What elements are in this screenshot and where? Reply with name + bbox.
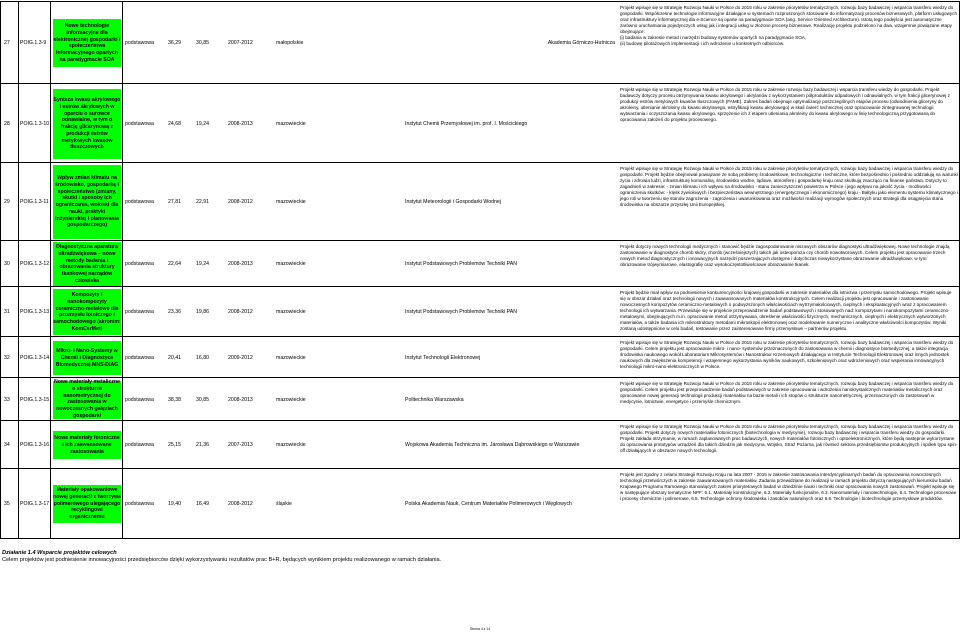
column-divider bbox=[122, 469, 123, 539]
cell-region: mazowieckie bbox=[276, 355, 306, 361]
cell-type: podstawowa bbox=[125, 309, 154, 315]
cell-no: 28 bbox=[4, 121, 10, 127]
column-divider bbox=[18, 163, 19, 241]
table-row bbox=[0, 287, 960, 337]
cell-v1: 38,38 bbox=[168, 397, 181, 403]
column-divider bbox=[0, 469, 1, 539]
cell-code: POIG.1.3-14 bbox=[20, 355, 50, 361]
cell-title: Nowe materiały fotoniczne i ich zaawansowane zastosowania bbox=[54, 435, 120, 455]
cell-region: mazowieckie bbox=[276, 121, 306, 127]
cell-code: POIG.1.3-10 bbox=[20, 121, 50, 127]
cell-code: POIG.1.3-16 bbox=[20, 442, 50, 448]
column-divider bbox=[18, 469, 19, 539]
column-divider bbox=[122, 163, 123, 241]
cell-description: Projekt wpisuje się w Strategię Rozwoju Nauki w Polsce do 2015 roku w zakresie rozwoju bazy badawczej i wsparcia transferu wiedzy do gospodarki. Projekt badawczy dotyczy procesu otrzymywania kwasu akrylowego i akrylanów z wykorzystaniem półproduktów odpadowych i odnawialnych, w tym frakcji glicerynowej z produkcji estrów metylowych kwasów tłuszczowych (FAME). Zakres badań obejmuje optymalizację poszczególnych etapów procesu (odwodnienia gliceryny do akroleiny, utlenianie akroleiny do kwasu akrylowego, estryfikacji kwasu akrylowego) w skali ćwierć technicznej oraz opracowanie zintegrowanej technologii wytwarzania i oczyszczania kwasu akrylowego, sprzężenie ich z etapem utleniania akroleiny do kwasu akrylowego w linię technologiczną przygotowaną do opracowania założeń do projektu procesowego. bbox=[620, 87, 950, 123]
cell-v1: 27,81 bbox=[168, 199, 181, 205]
column-divider bbox=[18, 378, 19, 421]
column-divider bbox=[122, 2, 123, 84]
column-divider bbox=[18, 241, 19, 287]
cell-v1: 25,15 bbox=[168, 442, 181, 448]
cell-code: POIG.1.3-12 bbox=[20, 261, 50, 267]
column-divider bbox=[122, 84, 123, 163]
cell-institution: Wojskowa Akademia Techniczna im. Jarosława Dąbrowskiego w Warszawie bbox=[405, 442, 580, 448]
cell-v1: 23,36 bbox=[168, 309, 181, 315]
cell-period: 2008-2013 bbox=[228, 261, 253, 267]
cell-institution: Akademia Górniczo-Hutnicza bbox=[547, 40, 615, 46]
column-divider bbox=[122, 241, 123, 287]
column-divider bbox=[50, 287, 51, 337]
cell-institution: Politechnika Warszawska bbox=[405, 397, 464, 403]
cell-region: śląskie bbox=[276, 501, 292, 507]
column-divider bbox=[50, 2, 51, 84]
cell-region: mazowieckie bbox=[276, 442, 306, 448]
column-divider bbox=[0, 241, 1, 287]
column-divider bbox=[50, 163, 51, 241]
column-divider bbox=[50, 241, 51, 287]
cell-institution: Instytut Chemii Przemysłowej im. prof. I. Mościckiego bbox=[405, 121, 528, 127]
cell-no: 27 bbox=[4, 40, 10, 46]
cell-no: 34 bbox=[4, 442, 10, 448]
cell-period: 2009-2012 bbox=[228, 355, 253, 361]
cell-type: podstawowa bbox=[125, 261, 154, 267]
cell-period: 2007-2012 bbox=[228, 40, 253, 46]
cell-description: Projekt wpisuje się w Strategię Rozwoju Nauki w Polsce do 2015 roku w zakresie priorytetów tematycznych, rozwoju bazy badawczej i wsparcia transferu wiedzy do gospodarki. Celem projektu jest opracowanie mikro- i nano- systemów przeznaczonych do zastosowania w chemii i diagnostyce biomedycznej, a także integracja środowiska naukowego wokół Laboratorium Mikrosystemów i Nanostruktur Krzemowych działającego w Instytucie Technologii Elektronowej oraz innych jednostek naukowych dla zwiększenia kompetencji i wzajemnego wykorzystania wyników naukowych, szkoleniowych oraz wdrożeniowych oraz wspierania innowacyjnych technologii mikro-nano-elektronicznych w Polsce. bbox=[620, 340, 954, 370]
cell-description: Projekt wpisuje się w Strategię Rozwoju Nauki w Polsce do 2015 roku w zakresie priorytetów tematycznych, rozwoju bazy badawczej i wsparcia transferu wiedzy do gospodarki. Celem projektu jest przeprowadzenie badań podstawowych w zakresie opracowania i wdrożenia nanokrystalicznych materiałów metalicznych oraz opracowanie nowej generacji technologii produkcji materiałów na bazie metali i ich stopów o strukturze nanometrycznej, przeznaczonych do zastosowań w medycynie, lotnictwie, energetyce i przemyśle chemicznym. bbox=[620, 381, 954, 405]
column-divider bbox=[0, 84, 1, 163]
cell-period: 2008-2012 bbox=[228, 309, 253, 315]
table-top-border bbox=[0, 1, 960, 2]
cell-title: Kompozyty i nanokompozyty ceramiczno-metalowe dla przemysłu lotniczego i samochodowego (akronim: KomCerMet) bbox=[53, 292, 121, 332]
column-divider bbox=[50, 421, 51, 469]
cell-institution: Polska Akademia Nauk, Centrum Materiałów Polimerowych i Węglowych bbox=[405, 501, 572, 507]
table-row bbox=[0, 337, 960, 378]
column-divider bbox=[50, 84, 51, 163]
cell-v1: 19,40 bbox=[168, 501, 181, 507]
column-divider bbox=[0, 2, 1, 84]
column-divider bbox=[50, 469, 51, 539]
cell-no: 29 bbox=[4, 199, 10, 205]
cell-no: 30 bbox=[4, 261, 10, 267]
column-divider bbox=[18, 337, 19, 378]
cell-description: Projekt wpisuje się w Strategię Rozwoju Nauki w Polsce do 2015 roku w zakresie priorytetów tematycznych, rozwoju bazy badawczej i wsparcia transferu wiedzy do gospodarki. Projekt będzie obejmował powiązane ze sobą problemy środowiskowe, technologiczne i techniczne, które bezpośrednio i pośrednio oddziałują na warunki życia i zdrowia ludzi, infrastrukturę komunalną, środowisko wodne, lądowe, atmosferę i gospodarkę kraju oraz skutkują znacząco na finanse państwa. Dotyczy to zagadnień w zakresie: - zmian klimatu i ich wpływu na środowisko - stanu zanieczyszczeń powietrza w Polsce i jego wpływu na jakość życia - możliwości ograniczenia skutków: - klęsk żywiołowych i bezpieczeństwa wewnętrznego (energetycznego i ekonomicznego) kraju - Bałtyku jako elementu systemu klimatycznego i jego roli w tworzeniu się stanów zagrożenia - zagrożenia i uwarunkowania oraz możliwości realizacji wymogów społecznych oraz strategii dla osiągnięcia stanu środowiska na obszarze przyszłej Unii Europejskiej. bbox=[620, 166, 958, 208]
cell-v2: 19,24 bbox=[196, 121, 209, 127]
cell-type: podstawowa bbox=[125, 442, 154, 448]
section-text: Celem projektów jest podniesienie innowacyjności przedsiębiorców dzięki wykorzystywaniu rezultatów prac B+R, będących wynikiem projektu realizowanego w ramach działania. bbox=[2, 557, 442, 563]
column-divider bbox=[18, 84, 19, 163]
cell-title: Wpływ zmian klimatu na środowisko, gospodarkę i społeczeństwo (zmiany, skutki i sposoby ich ograniczania, wnioski dla nauki, praktyki inżynierskiej i planowania gospodarczego) bbox=[55, 175, 119, 229]
cell-v2: 30,85 bbox=[196, 397, 209, 403]
cell-v2: 22,91 bbox=[196, 199, 209, 205]
column-divider bbox=[122, 378, 123, 421]
column-divider bbox=[0, 421, 1, 469]
cell-v2: 21,36 bbox=[196, 442, 209, 448]
cell-v1: 22,64 bbox=[168, 261, 181, 267]
cell-description: Projekt wpisuje się w Strategię Rozwoju Nauki w Polsce do 2015 roku w zakresie priorytetów tematycznych, rozwoju bazy badawczej i wsparcia transferu wiedzy do gospodarki. Współczesne technologie informacyjne działające w systemach rozproszonych stosowane do informatyzacji procesów biznesowych, platform usługowych oraz infrastruktury informatycznej dla e-Science są oparte na paradygmacie SOA (ang. Service Oriented Architecture). Istotą tego podejścia jest automatyczne zarówno uruchamiania pojedynczych usług jak i integracji usług w złożone procesy biznesowe. Realizację projektu podzielono na dwa, wzajemnie powiązane etapy obejmujące: (i) badania w zakresie metod i narzędzi budowy systemów opartych na paradygmacie SOA, (ii) budowę pilotażowych implementacji i ich wdrożenie u konkretnych odbiorców. bbox=[620, 5, 958, 47]
cell-v2: 19,24 bbox=[196, 261, 209, 267]
cell-code: POIG.1.3-17 bbox=[20, 501, 50, 507]
cell-title: Nowe materiały metaliczne o strukturze nanometrycznej do zastosowania w nowoczesnych gałęziach gospodarki bbox=[53, 379, 121, 419]
cell-institution: Instytut Meteorologii i Gospodarki Wodnej bbox=[405, 199, 501, 205]
cell-code: POIG.1.3-11 bbox=[20, 199, 49, 205]
column-divider bbox=[122, 287, 123, 337]
cell-type: podstawowa bbox=[125, 355, 154, 361]
cell-title: Synteza kwasu akrylowego i estrów akrylowych w oparciu o surowce odnawialne, w tym o frakcję glicerynową z produkcji estrów metylowych kwasów tłuszczowych bbox=[53, 97, 121, 151]
section-heading: Działanie 1.4 Wsparcie projektów celowych bbox=[2, 550, 117, 556]
cell-no: 32 bbox=[4, 355, 10, 361]
table-row bbox=[0, 469, 960, 539]
cell-no: 35 bbox=[4, 501, 10, 507]
cell-institution: Instytut Technologii Elektronowej bbox=[405, 355, 481, 361]
table-row bbox=[0, 421, 960, 469]
column-divider bbox=[18, 421, 19, 469]
cell-no: 31 bbox=[4, 309, 10, 315]
cell-type: podstawowa bbox=[125, 397, 154, 403]
column-divider bbox=[50, 337, 51, 378]
cell-title: Mikro- i Nano-Systemy w Chemii i Diagnostyce Biomedycznej MNS-DIAG bbox=[55, 348, 119, 368]
cell-institution: Instytut Podstawowych Problemów Techniki PAN bbox=[405, 261, 517, 267]
cell-code: POIG.1.3-15 bbox=[20, 397, 50, 403]
cell-description: Projekt dotyczy nowych technologii medycznych i stanowić będzie zagospodarowanie niszowych obszarów diagnostyki ultradźwiękowej. Nowe technologie znajdą zastosowanie w diagnostyce chorób skóry, chorób (wcześniejszych) takich jak osteoporoza czy chorób nowotworowych. Celem projektu jest opracowanie trzech nowych metod diagnostycznych i innowacyjnych narzędzi poszerzających dostępne i dotychczas niewykorzystane obrazowanie ultradźwiękowe, w tym: obrazowanie trójwymiarowe, elastografię oraz wysokoczęstotliwościowe obrazowanie tkanek. bbox=[620, 244, 950, 268]
cell-description: Projekt jest zgodny z celami Strategii Rozwoju Kraju na lata 2007 - 2015 w zakresie zastosowania interdyscyplinarnych badań do opracowania nowoczesnych technologii przetwórczych w zakresie zaawansowanych materiałów. Zadania przewidziane do realizacji w ramach projektu dotyczą następujących kierunków badań Krajowego Programu Ramowego stanowiących zakres priorytetowych badań w dziedzinie nauki i techniki oraz opracowania nowych zastosowań. Projekt wpisuje się w następujące obszary tematyczne NPF: 6.1. Materiały konstrukcyjne, 6.2. Materiały funkcjonalne, 6.3. Nanomateriały i nanotechnologie, 6.4. Technologie procesowe i procesy chemiczne i polimerowe, 6.5. Technologie ochrony środowiska i zasobów naturalnych oraz 6.6. Technologie i biotechnologie przemysłowe produktów. bbox=[620, 472, 957, 502]
table-row bbox=[0, 378, 960, 421]
cell-period: 2007-2013 bbox=[228, 442, 253, 448]
cell-period: 2008-2013 bbox=[228, 397, 253, 403]
column-divider bbox=[122, 337, 123, 378]
cell-v2: 16,49 bbox=[196, 501, 209, 507]
cell-type: podstawowa bbox=[125, 121, 154, 127]
cell-region: małopolskie bbox=[276, 40, 304, 46]
column-divider bbox=[0, 287, 1, 337]
cell-period: 2008-2012 bbox=[228, 199, 253, 205]
cell-code: POIG.1.3-13 bbox=[20, 309, 50, 315]
column-divider bbox=[0, 378, 1, 421]
cell-v1: 20,41 bbox=[168, 355, 181, 361]
cell-v1: 36,29 bbox=[168, 40, 181, 46]
cell-code: POIG.1.3-9 bbox=[20, 40, 47, 46]
column-divider bbox=[18, 2, 19, 84]
column-divider bbox=[50, 378, 51, 421]
table-row bbox=[0, 2, 960, 84]
cell-v2: 30,85 bbox=[196, 40, 209, 46]
cell-v2: 19,86 bbox=[196, 309, 209, 315]
cell-institution: Instytut Podstawowych Problemów Techniki PAN bbox=[405, 309, 517, 315]
cell-region: mazowieckie bbox=[276, 309, 306, 315]
page-number: Strona 4 z 14 bbox=[469, 627, 491, 631]
cell-type: podstawowa bbox=[125, 199, 154, 205]
column-divider bbox=[0, 337, 1, 378]
cell-region: mazowieckie bbox=[276, 397, 306, 403]
cell-description: Projekt wpisuje się w Strategię Rozwoju Nauki w Polsce do 2015 roku w zakresie priorytetów tematycznych, rozwoju bazy badawczej i wsparcia transferu wiedzy do gospodarki. Projekt dotyczy nowych materiałów fotonicznych (biotechnologia w medycynie), rozwoju bazy badawczej i wsparcia transferu wiedzy do gospodarki. Projekt zakłada otrzymanie, w ramach zaplanowanych prac badawczych, nowych materiałów fotonicznych i optoelektronicznych, które będą następnie wykorzystane do opracowania prototypów urządzeń dla takich dziedzin jak medycyna, Wojsko, Straż Pożarna, jak również sektora przedsiębiorstw produkcyjnych i spółek typu spin-off działających w obszarze nowych technologii. bbox=[620, 424, 958, 454]
cell-v1: 24,68 bbox=[168, 121, 181, 127]
cell-v2: 16,80 bbox=[196, 355, 209, 361]
cell-title: Nowe technologie informacyjne dla elektronicznej gospodarki i społeczeństwa informacyjnego opartych na paradygmacie SOA bbox=[53, 23, 121, 63]
cell-title: Materiały opakowaniowe nowej generacji z tworzywa polimerowego ulegającego recyklingowi organicznemu bbox=[53, 487, 121, 520]
cell-type: podstawowa bbox=[125, 40, 154, 46]
cell-type: podstawowa bbox=[125, 501, 154, 507]
cell-description: Projekt będzie miał wpływ na podniesienie konkurencyjności krajowej gospodarki w zakresie materiałów dla lotnictwa i przemysłu samochodowego. Projekt wpisuje się w obszar działań oraz technologii nowych i zaawansowanych materiałów konstrukcyjnych. Celem realizacji projektu jest opracowanie i zastosowanie nowoczesnych kompozytów ceramiczno-metalowych o podwyższonych właściwościach wytrzymałościowych, cieplnych i eksploatacyjnych wraz z opracowaniem technologii ich wytwarzania. Przewiduje się w projekcie przeprowadzenie badań podstawowych i stosowanych nad: kompozytami i nanokompozytami ceramiczno-metalowymi, obejmujących m.in. opracowanie metod otrzymywania, określenie właściwości fizycznych, mechanicznych, cieplnych i elektrycznych wytworzonych materiałów, a także badania ich mikrostruktury metodami mikroskopii elektronowej oraz modelowanie numeryczne i analityczne właściwości kompozytów. Wyniki zostaną udostępnione w celu badań, testowanie przez zainteresowane firmy przemysłowe – partnerów projektu. bbox=[620, 290, 952, 332]
row-divider bbox=[0, 538, 960, 539]
cell-title: Diagnostyczna aparatura ultradźwiękowa – nowe metody badania i obrazowania struktury tkankowej narządów człowieka bbox=[56, 244, 118, 284]
cell-no: 33 bbox=[4, 397, 10, 403]
column-divider bbox=[18, 287, 19, 337]
cell-period: 2008-2013 bbox=[228, 121, 253, 127]
column-divider bbox=[122, 421, 123, 469]
table-row bbox=[0, 84, 960, 163]
column-divider bbox=[0, 163, 1, 241]
table-row bbox=[0, 241, 960, 287]
cell-period: 2008-2012 bbox=[228, 501, 253, 507]
table-row bbox=[0, 163, 960, 241]
cell-region: mazowieckie bbox=[276, 261, 306, 267]
cell-region: mazowieckie bbox=[276, 199, 306, 205]
